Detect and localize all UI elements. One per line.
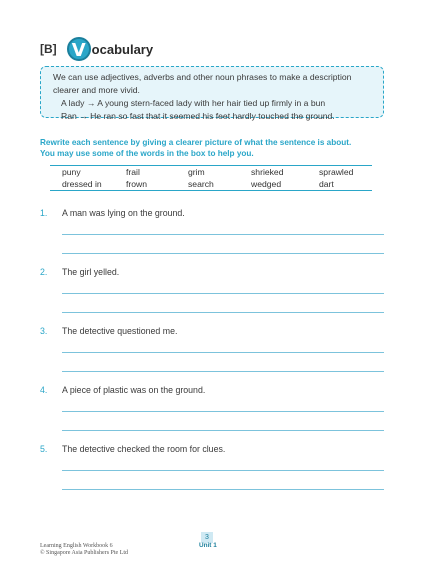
answer-line[interactable]: [62, 411, 384, 412]
instructions-line-2: You may use some of the words in the box to help you.: [40, 149, 254, 158]
word: puny: [62, 167, 81, 177]
section-label: [B]: [40, 42, 57, 56]
example-1: A lady → A young stern-faced lady with her hair tied up firmly in a bun: [61, 98, 326, 108]
answer-line[interactable]: [62, 253, 384, 254]
question-text: The girl yelled.: [62, 267, 120, 277]
info-line-1: We can use adjectives, adverbs and other noun phrases to make a description: [53, 72, 352, 82]
answer-line[interactable]: [62, 371, 384, 372]
question-text: A piece of plastic was on the ground.: [62, 385, 206, 395]
word: grim: [188, 167, 205, 177]
question-number: 2.: [40, 267, 48, 277]
word: search: [188, 179, 214, 189]
question-text: The detective checked the room for clues.: [62, 444, 226, 454]
word: shrieked: [251, 167, 284, 177]
word: wedged: [251, 179, 282, 189]
answer-line[interactable]: [62, 312, 384, 313]
question-text: The detective questioned me.: [62, 326, 178, 336]
page-number: 3: [201, 532, 213, 543]
answer-line[interactable]: [62, 234, 384, 235]
answer-line[interactable]: [62, 489, 384, 490]
question-number: 5.: [40, 444, 48, 454]
word: frail: [126, 167, 140, 177]
info-box: [40, 66, 384, 121]
question-text: A man was lying on the ground.: [62, 208, 185, 218]
question-number: 3.: [40, 326, 48, 336]
word: sprawled: [319, 167, 354, 177]
question-number: 4.: [40, 385, 48, 395]
answer-line[interactable]: [62, 430, 384, 431]
footer-copyright: © Singapore Asia Publishers Pte Ltd: [40, 550, 129, 556]
word-box: [50, 165, 372, 191]
word: frown: [126, 179, 148, 189]
answer-line[interactable]: [62, 470, 384, 471]
word: dressed in: [62, 179, 102, 189]
instructions-line-1: Rewrite each sentence by giving a clearer picture of what the sentence is about.: [40, 138, 352, 147]
info-line-2: clearer and more vivid.: [53, 85, 140, 95]
vocabulary-badge-icon: V: [67, 37, 91, 61]
section-header: [40, 36, 153, 62]
instructions: [40, 137, 390, 159]
word: dart: [319, 179, 334, 189]
answer-line[interactable]: [62, 293, 384, 294]
example-2: Ran → He ran so fast that it seemed his feet hardly touched the ground.: [61, 111, 335, 121]
unit-label: Unit 1: [199, 542, 217, 549]
section-title: ocabulary: [91, 41, 154, 57]
footer-credits: [40, 543, 128, 557]
footer-book-title: Learning English Workbook 6: [40, 543, 113, 549]
answer-line[interactable]: [62, 352, 384, 353]
question-number: 1.: [40, 208, 48, 218]
